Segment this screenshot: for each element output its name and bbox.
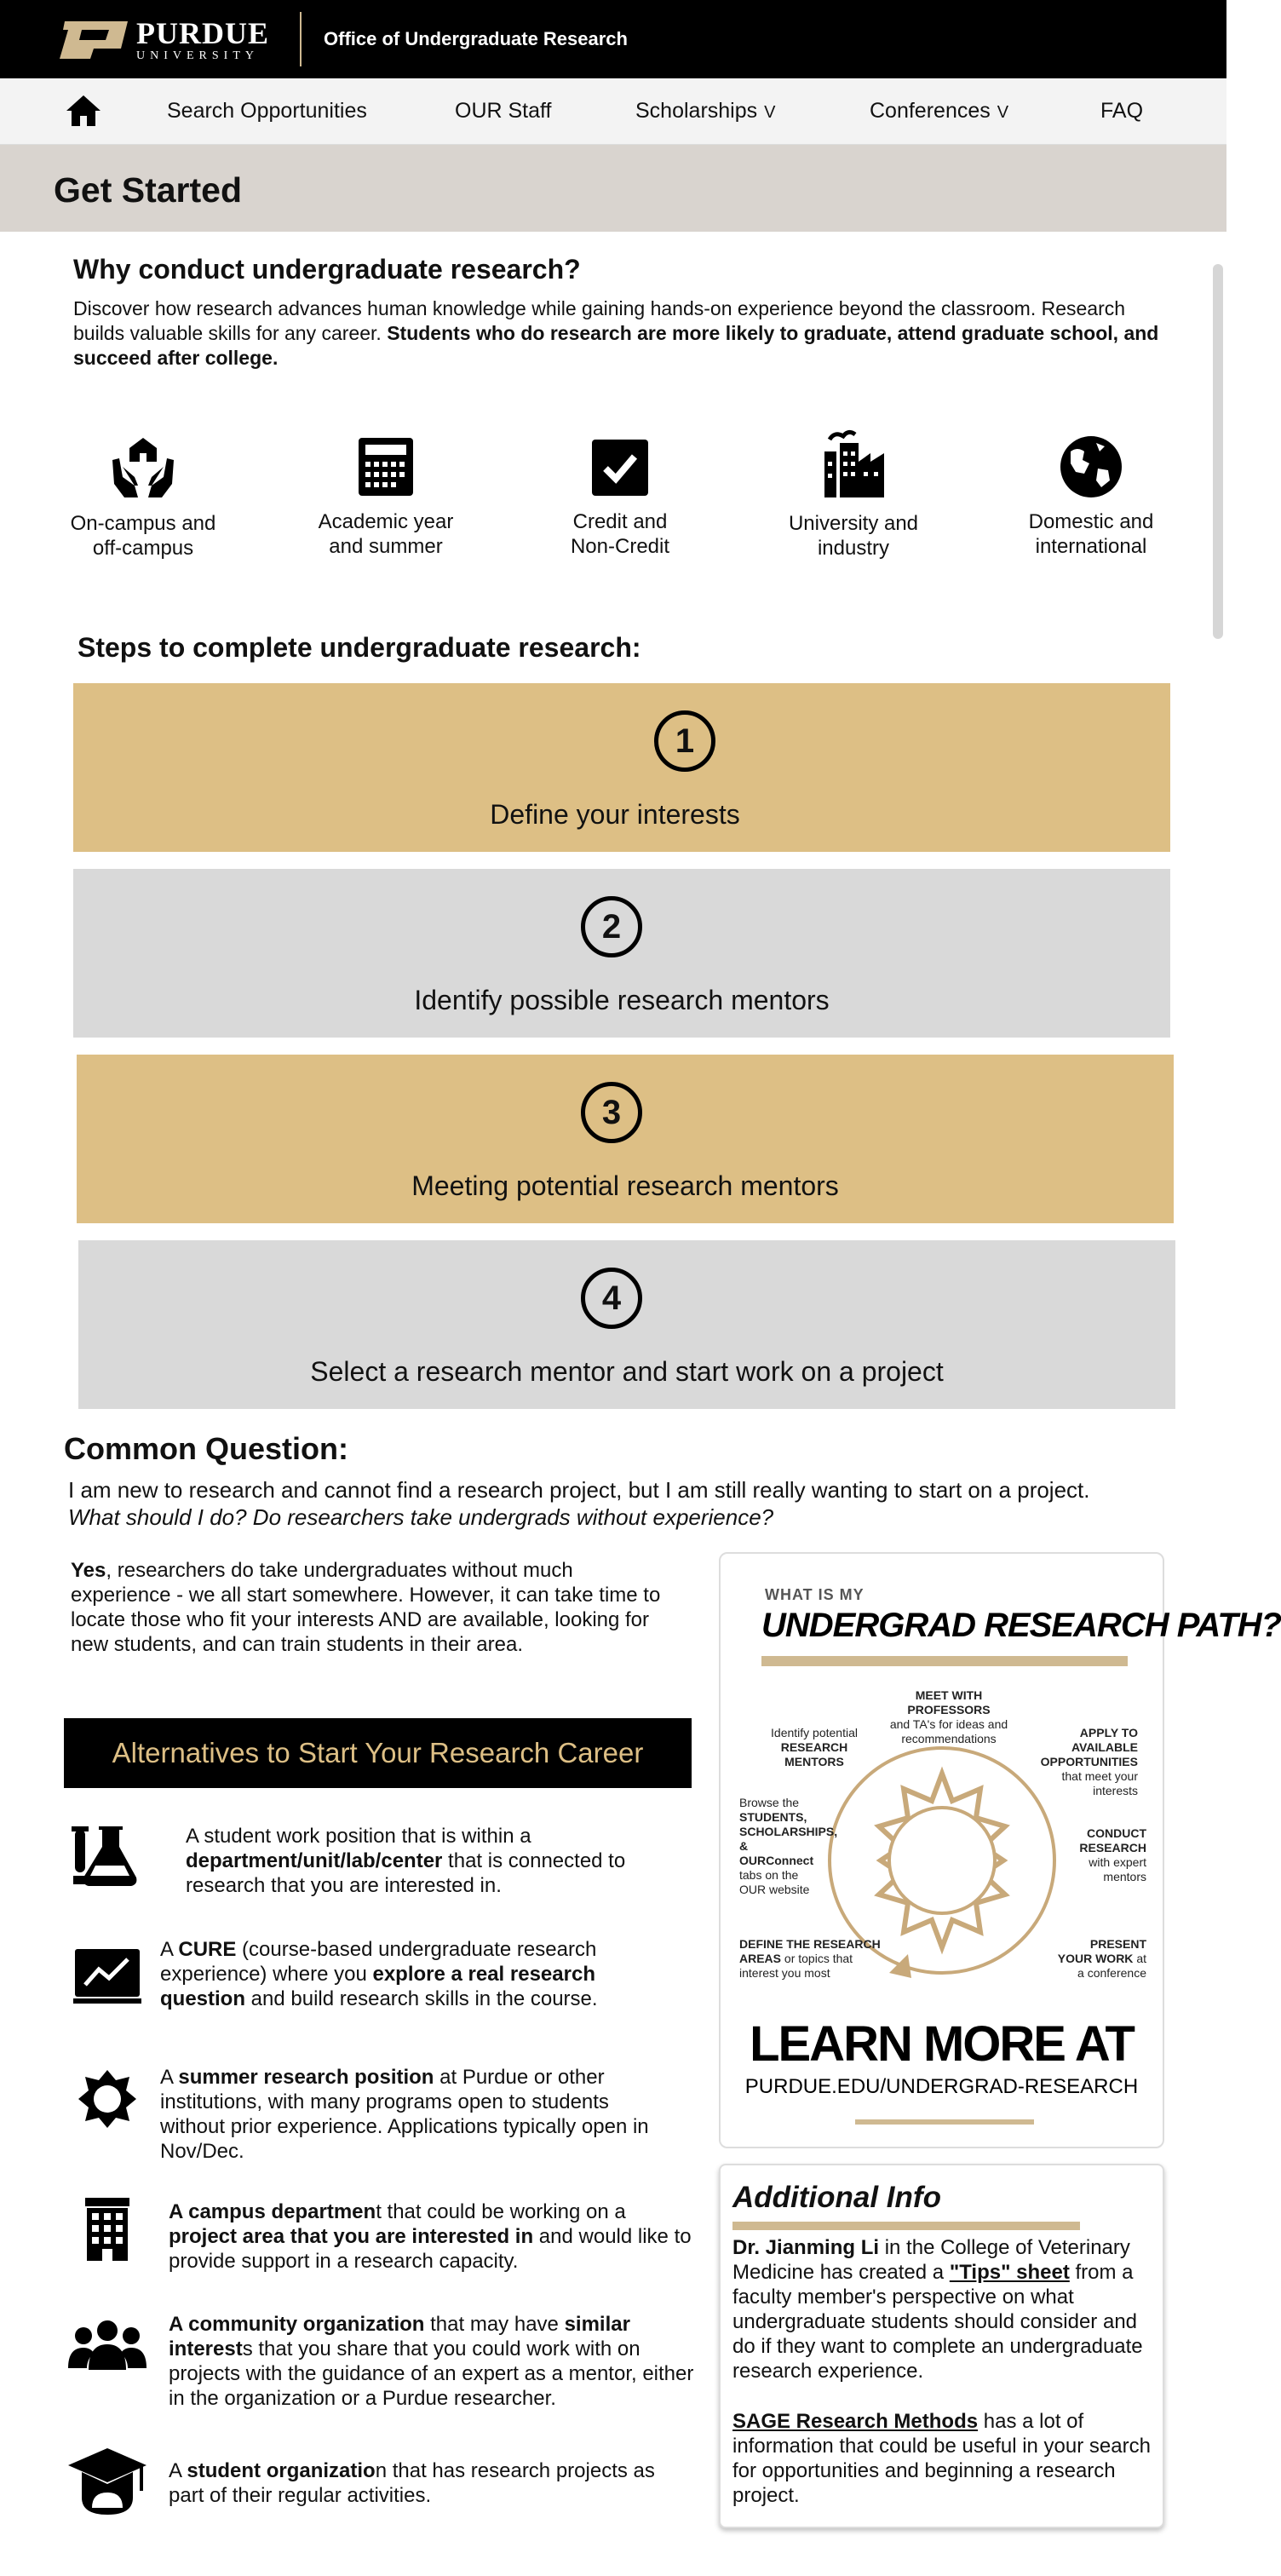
alternative-text [169, 2199, 697, 2274]
why-text [73, 296, 1163, 371]
lab-flask-icon [70, 1821, 145, 1889]
feature-line2: off-campus [92, 537, 194, 560]
path-label-define [739, 1937, 884, 1981]
alt-text-part: A [160, 1938, 179, 1961]
path-label-present [1056, 1937, 1146, 1981]
feature-line2: international [1035, 535, 1147, 558]
university-name: PURDUE [136, 16, 269, 50]
alt-text-part: that is connected to research that you are interested in. [186, 1849, 626, 1897]
step-card[interactable] [73, 683, 1170, 852]
feature-line1: Domestic and [1028, 510, 1154, 533]
alt-text-bold: similar interest [169, 2313, 630, 2360]
feature-on-off-campus [41, 433, 245, 561]
alternative-text [160, 1937, 671, 2011]
checkbox-icon [589, 436, 652, 499]
path-label-bold: RESEARCH MENTORS [780, 1740, 848, 1768]
path-label-conduct [1065, 1826, 1146, 1884]
info-text: from a faculty member's perspective on what undergraduate students should consider and do if they want to complete an undergraduate research experience. [732, 2261, 1143, 2383]
step-number-badge: 2 [581, 896, 642, 957]
research-path-title: UNDERGRAD RESEARCH PATH? [761, 1607, 1281, 1644]
home-icon[interactable] [65, 94, 102, 128]
additional-info-heading: Additional Info [732, 2181, 941, 2214]
feature-label [989, 509, 1193, 559]
page-title-band [0, 145, 1226, 232]
question-italic: What should I do? Do researchers take undergrads without experience? [68, 1504, 774, 1530]
scrollbar[interactable] [1208, 264, 1226, 647]
nav-search-opportunities[interactable]: Search Opportunities [167, 99, 367, 123]
hands-house-icon [109, 433, 177, 501]
header-divider [300, 12, 302, 66]
feature-line2: Non-Credit [570, 535, 670, 558]
purdue-logo[interactable] [56, 16, 269, 62]
step-label: Identify possible research mentors [414, 985, 830, 1015]
path-label-meet [881, 1688, 1017, 1746]
main-nav [0, 78, 1226, 145]
additional-info-card [719, 2164, 1164, 2528]
learn-more-heading: LEARN MORE AT [750, 2016, 1134, 2072]
sun-icon [77, 2068, 138, 2130]
question-plain: I am new to research and cannot find a research project, but I am still really wanting to start on a project. [68, 1477, 1090, 1503]
feature-domestic-international [989, 434, 1193, 559]
common-question-heading: Common Question: [64, 1431, 348, 1466]
additional-info-paragraph [732, 2409, 1158, 2508]
path-label-bold: MEET WITH PROFESSORS [907, 1688, 991, 1716]
globe-icon [1059, 434, 1123, 499]
path-label-text: with expert mentors [1089, 1855, 1146, 1883]
alt-text-part: n that has research projects as part of their regular activities. [169, 2459, 655, 2507]
path-label-apply [1031, 1726, 1138, 1798]
path-label-text: and TA's for ideas and recommendations [889, 1717, 1008, 1745]
office-name-link[interactable]: Office of Undergraduate Research [324, 28, 628, 49]
people-group-icon [68, 2319, 146, 2372]
faculty-name: Dr. Jianming Li [732, 2236, 880, 2259]
alt-text-part: and build research skills in the course. [245, 1987, 598, 2010]
alternative-text [160, 2065, 671, 2164]
feature-label [284, 509, 488, 559]
path-label-text: tabs on the OUR website [739, 1868, 810, 1896]
answer-rest: , researchers do take undergraduates without much experience - we all start somewhere. However, it can take time to locate those who fit your interests AND are available, looking for new students, and can train students in their area. [71, 1559, 661, 1656]
chart-monitor-icon [73, 1947, 141, 2005]
nav-scholarships-label: Scholarships [635, 99, 758, 123]
nav-conferences[interactable] [870, 99, 1008, 124]
graduation-cap-icon [66, 2447, 148, 2518]
alt-text-part: (course-based undergraduate research experience) where you [160, 1938, 597, 1986]
chevron-down-icon: V [764, 103, 776, 122]
feature-line1: On-campus and [70, 512, 216, 535]
alt-text-bold: summer research position [178, 2066, 434, 2089]
alt-text-part: t that could be working on a [376, 2200, 626, 2223]
why-text-plain: Discover how research advances human knowledge while gaining hands-on experience beyond the classroom. Research builds valuable skills for any career. [73, 297, 1126, 344]
path-label-bold: CONDUCT RESEARCH [1079, 1826, 1146, 1854]
learn-more-divider [855, 2119, 1034, 2125]
path-label-bold: STUDENTS, SCHOLARSHIPS, & OURConnect [739, 1810, 838, 1867]
tips-sheet-link[interactable]: "Tips" sheet [949, 2261, 1070, 2284]
feature-academic-summer [284, 434, 488, 559]
path-label-text: Identify potential [771, 1726, 858, 1739]
step-label: Define your interests [490, 799, 740, 830]
feature-line1: University and [788, 512, 919, 535]
research-path-kicker: WHAT IS MY [765, 1586, 865, 1603]
step-label: Meeting potential research mentors [411, 1170, 839, 1201]
additional-info-divider [732, 2222, 1080, 2230]
common-question-text [68, 1476, 1209, 1531]
alt-text-bold: A campus departmen [169, 2200, 376, 2223]
calendar-icon [353, 434, 418, 499]
path-label-browse [739, 1796, 838, 1897]
feature-line1: Credit and [572, 510, 668, 533]
scrollbar-thumb[interactable] [1213, 264, 1223, 639]
feature-line2: and summer [329, 535, 443, 558]
additional-info-paragraph [732, 2235, 1158, 2383]
alt-text-part: s that you share that you could work with on projects with the guidance of an expert as a mentor, either in the organization or a Purdue researcher. [169, 2337, 694, 2410]
purdue-p-icon [56, 20, 131, 60]
feature-credit [518, 436, 722, 559]
answer-text [71, 1558, 667, 1657]
step-label: Select a research mentor and start work on a project [310, 1356, 944, 1387]
answer-bold: Yes [71, 1559, 106, 1582]
why-text-bold: Students who do research are more likely to graduate, attend graduate school, and succeed after college. [73, 322, 1159, 369]
alt-text-part: at Purdue or other institutions, with many programs open to students without prior experience. Applications typically open in Nov/Dec. [160, 2066, 649, 2163]
factory-icon [818, 428, 889, 501]
alt-text-bold: project area that you are interested in [169, 2225, 534, 2248]
alt-text-bold: department/unit/lab/center [186, 1849, 443, 1872]
alt-text-bold: student organizatio [187, 2459, 376, 2482]
feature-line2: industry [817, 537, 890, 560]
alt-text-part: A [169, 2459, 187, 2482]
feature-label [41, 511, 245, 561]
why-heading: Why conduct undergraduate research? [73, 254, 581, 285]
step-number-badge: 3 [581, 1082, 642, 1143]
sage-research-methods-link[interactable]: SAGE Research Methods [732, 2410, 979, 2433]
alt-text-part: that may have [424, 2313, 565, 2336]
feature-line1: Academic year [318, 510, 454, 533]
nav-our-staff[interactable]: OUR Staff [455, 99, 552, 123]
alt-text-part: A student work position that is within a [186, 1825, 531, 1848]
chevron-down-icon: V [997, 103, 1009, 122]
learn-more-url[interactable]: PURDUE.EDU/UNDERGRAD-RESEARCH [744, 2075, 1139, 2098]
path-label-text: at a conference [1077, 1952, 1146, 1980]
step-card[interactable] [73, 869, 1170, 1038]
alternatives-banner [64, 1718, 692, 1788]
alternative-text [169, 2312, 697, 2411]
research-path-card[interactable] [719, 1552, 1281, 2148]
path-label-text: or topics that interest you most [739, 1952, 853, 1980]
building-icon [82, 2196, 133, 2263]
info-text: has a lot of information that could be useful in your search for opportunities and beginning a research project. [732, 2410, 1151, 2507]
nav-faq[interactable]: FAQ [1100, 99, 1144, 123]
feature-label [751, 511, 956, 561]
path-label-text: Browse the [739, 1796, 800, 1809]
feature-university-industry [751, 428, 956, 561]
alternative-text [186, 1824, 680, 1898]
alternative-text [169, 2458, 680, 2508]
step-card[interactable] [78, 1240, 1175, 1409]
nav-scholarships[interactable] [635, 99, 775, 124]
alt-text-bold: explore a real research question [160, 1963, 595, 2010]
step-number-badge: 1 [654, 710, 715, 772]
alt-text-part: A [160, 2066, 179, 2089]
alt-text-bold: CURE [178, 1938, 237, 1961]
steps-heading: Steps to complete undergraduate research: [78, 632, 641, 663]
step-number-badge: 4 [581, 1268, 642, 1329]
path-label-bold: PRESENT YOUR WORK [1057, 1937, 1146, 1965]
path-label-identify [763, 1726, 865, 1769]
step-card[interactable] [77, 1055, 1174, 1223]
page-title: Get Started [54, 170, 242, 210]
info-text: in the College of Veterinary Medicine has created a [732, 2236, 1130, 2284]
path-label-bold: APPLY TO AVAILABLE OPPORTUNITIES [1040, 1726, 1138, 1768]
alt-text-bold: A community organization [169, 2313, 425, 2336]
path-label-text: that meet your interests [1061, 1769, 1138, 1797]
path-label-bold: DEFINE THE RESEARCH AREAS [739, 1937, 881, 1965]
university-sub: UNIVERSITY [136, 49, 259, 62]
top-bar [0, 0, 1226, 78]
nav-conferences-label: Conferences [870, 99, 991, 123]
alternatives-banner-title: Alternatives to Start Your Research Career [112, 1737, 644, 1768]
feature-label [518, 509, 722, 559]
alt-text-part: and would like to provide support in a research capacity. [169, 2225, 692, 2273]
